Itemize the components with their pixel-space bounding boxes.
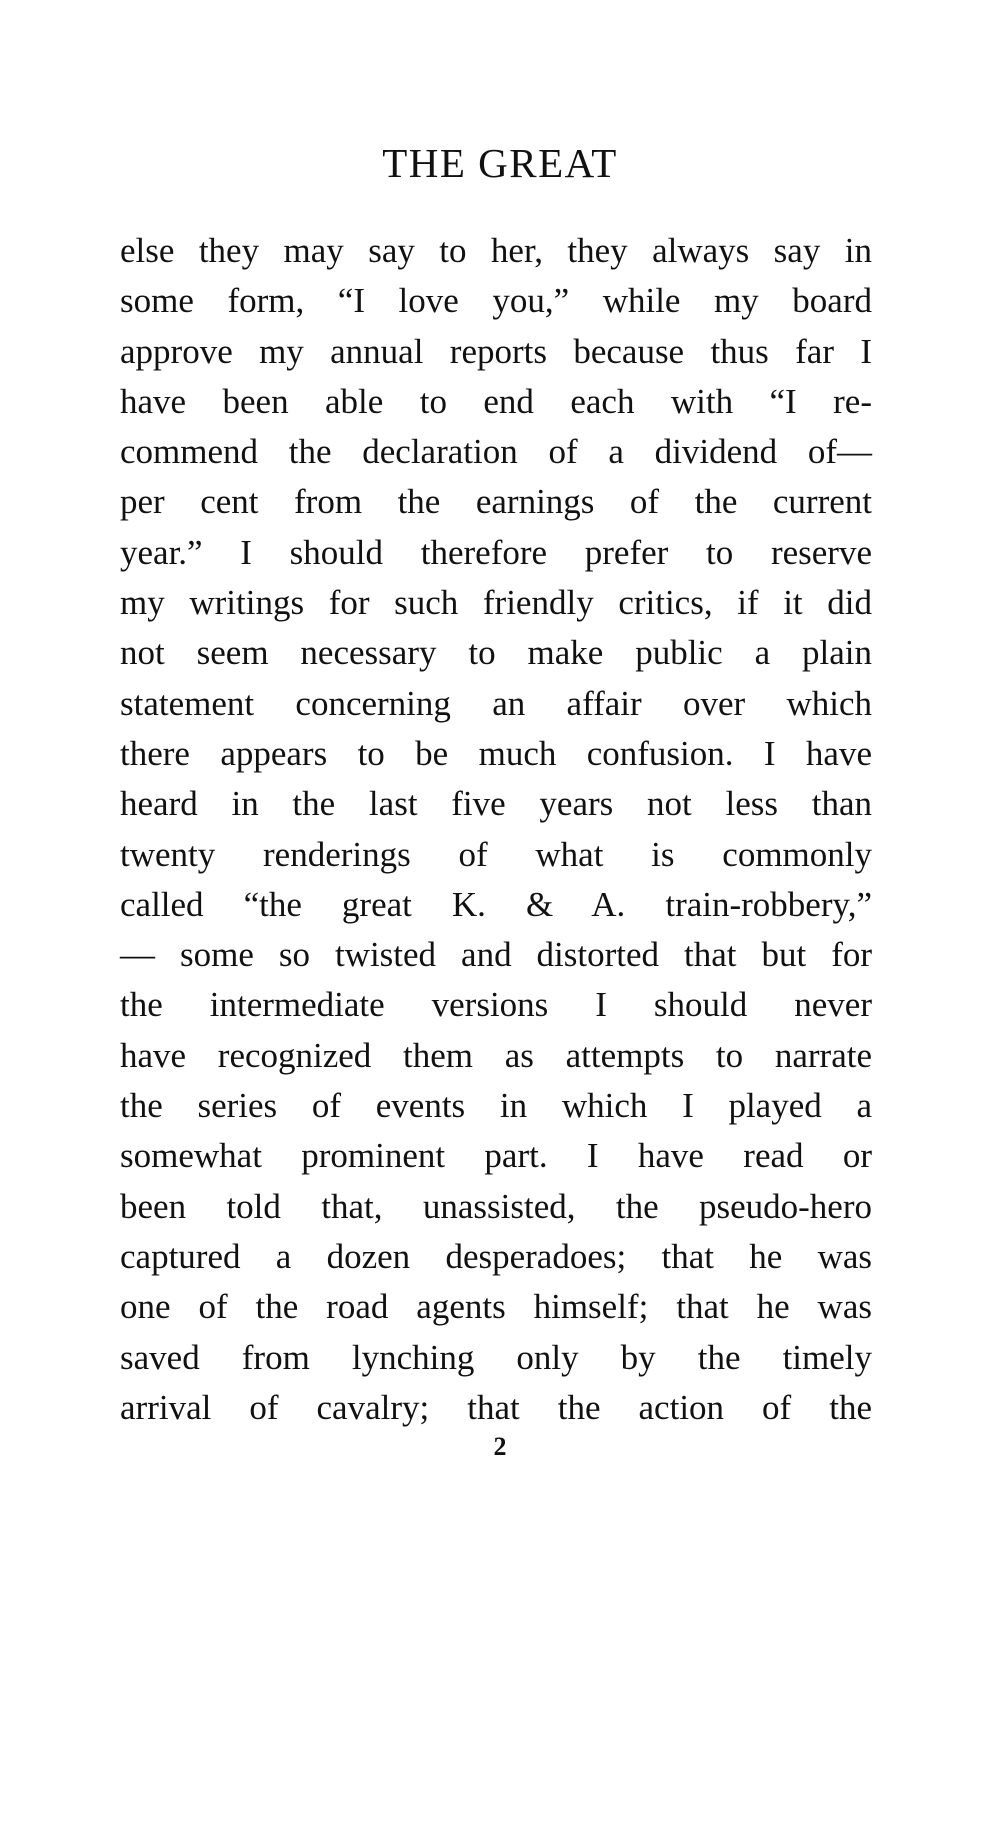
text-line: — some so twisted and distorted that but for <box>120 935 872 975</box>
text-line: somewhat prominent part. I have read or <box>120 1136 872 1176</box>
text-line: year.” I should therefore prefer to reserve <box>120 532 872 572</box>
text-line: one of the road agents himself; that he was <box>120 1287 872 1327</box>
text-line: arrival of cavalry; that the action of the <box>120 1387 872 1427</box>
text-line: been told that, unassisted, the pseudo-hero <box>120 1186 872 1226</box>
text-line: else they may say to her, they always say in <box>120 231 872 270</box>
text-line: heard in the last five years not less than <box>120 784 872 824</box>
text-line: have been able to end each with “I re- <box>120 381 872 421</box>
text-line: approve my annual reports because thus far I <box>120 331 872 371</box>
text-line: twenty renderings of what is commonly <box>120 834 872 874</box>
text-line: the series of events in which I played a <box>120 1086 872 1126</box>
text-line: some form, “I love you,” while my board <box>120 281 872 321</box>
text-line: my writings for such friendly critics, if it did <box>120 583 872 623</box>
body-text <box>120 226 872 1433</box>
text-line: not seem necessary to make public a plain <box>120 633 872 673</box>
text-line: the intermediate versions I should never <box>120 985 872 1025</box>
text-line: per cent from the earnings of the current <box>120 482 872 522</box>
running-head: THE GREAT <box>382 140 618 186</box>
text-line: saved from lynching only by the timely <box>120 1337 872 1377</box>
text-line: commend the declaration of a dividend of— <box>120 432 872 472</box>
text-line: captured a dozen desperadoes; that he was <box>120 1236 872 1276</box>
text-line: have recognized them as attempts to narrate <box>120 1035 872 1075</box>
text-line: there appears to be much confusion. I have <box>120 733 872 773</box>
text-line: called “the great K. & A. train-robbery,” <box>120 884 872 924</box>
text-line: statement concerning an affair over which <box>120 683 872 723</box>
page-number: 2 <box>493 1432 507 1461</box>
